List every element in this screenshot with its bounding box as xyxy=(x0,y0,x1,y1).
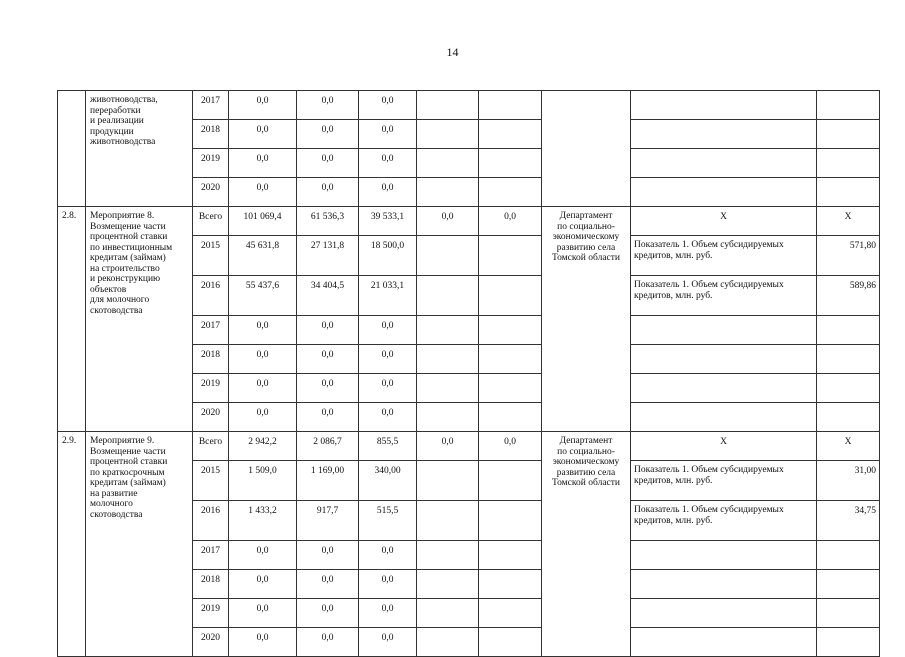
table-row xyxy=(58,432,880,461)
value-cell: 55 437,6 xyxy=(229,276,297,316)
table-row xyxy=(58,91,880,120)
indicator-cell xyxy=(631,628,817,657)
indicator-cell: Х xyxy=(631,207,817,236)
year-cell: 2020 xyxy=(193,403,229,432)
value-cell xyxy=(417,120,479,149)
value-cell xyxy=(479,345,542,374)
indicator-value-cell xyxy=(817,570,880,599)
indicator-cell xyxy=(631,345,817,374)
value-cell: 0,0 xyxy=(359,403,417,432)
value-cell: 0,0 xyxy=(297,178,359,207)
value-cell xyxy=(417,91,479,120)
measure-number: 2.8. xyxy=(58,207,86,432)
value-cell xyxy=(417,461,479,501)
indicator-cell: Показатель 1. Объем субсидируемых кредитов, млн. руб. xyxy=(631,236,817,276)
indicator-value-cell xyxy=(817,599,880,628)
indicator-cell: Показатель 1. Объем субсидируемых кредитов, млн. руб. xyxy=(631,501,817,541)
value-cell: 0,0 xyxy=(297,403,359,432)
value-cell xyxy=(417,316,479,345)
value-cell xyxy=(479,570,542,599)
value-cell xyxy=(417,236,479,276)
indicator-value-cell xyxy=(817,120,880,149)
indicator-cell xyxy=(631,541,817,570)
indicator-value-cell xyxy=(817,149,880,178)
table-row xyxy=(58,207,880,236)
value-cell: 0,0 xyxy=(229,91,297,120)
measure-name: животноводства, переработки и реализации продукции животноводства xyxy=(86,91,193,207)
value-cell: 21 033,1 xyxy=(359,276,417,316)
value-cell: 101 069,4 xyxy=(229,207,297,236)
value-cell: 0,0 xyxy=(359,149,417,178)
indicator-value-cell xyxy=(817,403,880,432)
year-cell: 2020 xyxy=(193,628,229,657)
year-cell: 2019 xyxy=(193,374,229,403)
indicator-cell xyxy=(631,570,817,599)
value-cell: 61 536,3 xyxy=(297,207,359,236)
indicator-value-cell xyxy=(817,628,880,657)
indicator-value-cell: 589,86 xyxy=(817,276,880,316)
indicator-value-cell xyxy=(817,374,880,403)
value-cell: 0,0 xyxy=(359,316,417,345)
indicator-value-cell: 34,75 xyxy=(817,501,880,541)
value-cell xyxy=(479,628,542,657)
value-cell: 0,0 xyxy=(479,207,542,236)
value-cell: 0,0 xyxy=(359,541,417,570)
value-cell xyxy=(417,345,479,374)
indicator-cell xyxy=(631,120,817,149)
indicator-value-cell: 31,00 xyxy=(817,461,880,501)
value-cell: 0,0 xyxy=(297,374,359,403)
value-cell: 45 631,8 xyxy=(229,236,297,276)
value-cell xyxy=(417,599,479,628)
value-cell: 0,0 xyxy=(229,374,297,403)
value-cell xyxy=(417,178,479,207)
year-cell: 2016 xyxy=(193,276,229,316)
value-cell xyxy=(417,149,479,178)
indicator-value-cell: Х xyxy=(817,432,880,461)
year-cell: 2018 xyxy=(193,120,229,149)
value-cell: 0,0 xyxy=(359,120,417,149)
value-cell xyxy=(479,91,542,120)
value-cell: 0,0 xyxy=(359,570,417,599)
row-number-cell xyxy=(58,91,86,207)
indicator-cell xyxy=(631,178,817,207)
value-cell: 340,00 xyxy=(359,461,417,501)
value-cell xyxy=(417,570,479,599)
value-cell xyxy=(417,403,479,432)
indicator-cell: Показатель 1. Объем субсидируемых кредитов, млн. руб. xyxy=(631,276,817,316)
year-cell: 2015 xyxy=(193,461,229,501)
indicator-cell: Х xyxy=(631,432,817,461)
program-table xyxy=(57,90,880,657)
value-cell: 0,0 xyxy=(297,570,359,599)
year-cell: 2020 xyxy=(193,178,229,207)
value-cell xyxy=(479,501,542,541)
indicator-cell xyxy=(631,403,817,432)
department-cell xyxy=(542,91,631,207)
value-cell xyxy=(417,628,479,657)
value-cell: 0,0 xyxy=(229,570,297,599)
value-cell: 0,0 xyxy=(359,178,417,207)
value-cell: 515,5 xyxy=(359,501,417,541)
value-cell xyxy=(479,178,542,207)
indicator-cell xyxy=(631,91,817,120)
value-cell: 2 086,7 xyxy=(297,432,359,461)
indicator-value-cell xyxy=(817,345,880,374)
value-cell: 0,0 xyxy=(297,120,359,149)
value-cell: 0,0 xyxy=(359,345,417,374)
value-cell: 0,0 xyxy=(297,628,359,657)
value-cell xyxy=(479,541,542,570)
value-cell: 855,5 xyxy=(359,432,417,461)
indicator-cell xyxy=(631,599,817,628)
value-cell xyxy=(417,276,479,316)
value-cell xyxy=(479,374,542,403)
value-cell xyxy=(417,374,479,403)
year-cell: Всего xyxy=(193,207,229,236)
year-cell: 2016 xyxy=(193,501,229,541)
value-cell: 0,0 xyxy=(297,91,359,120)
value-cell: 0,0 xyxy=(417,432,479,461)
value-cell: 2 942,2 xyxy=(229,432,297,461)
value-cell: 0,0 xyxy=(229,120,297,149)
value-cell: 0,0 xyxy=(297,316,359,345)
value-cell: 0,0 xyxy=(297,599,359,628)
value-cell: 0,0 xyxy=(229,628,297,657)
year-cell: Всего xyxy=(193,432,229,461)
value-cell: 27 131,8 xyxy=(297,236,359,276)
value-cell: 0,0 xyxy=(297,345,359,374)
value-cell xyxy=(479,276,542,316)
indicator-cell xyxy=(631,316,817,345)
value-cell: 0,0 xyxy=(359,628,417,657)
indicator-value-cell xyxy=(817,178,880,207)
value-cell: 0,0 xyxy=(359,374,417,403)
indicator-value-cell: Х xyxy=(817,207,880,236)
indicator-cell xyxy=(631,374,817,403)
measure-number: 2.9. xyxy=(58,432,86,657)
value-cell: 0,0 xyxy=(229,316,297,345)
value-cell: 1 509,0 xyxy=(229,461,297,501)
year-cell: 2018 xyxy=(193,570,229,599)
year-cell: 2018 xyxy=(193,345,229,374)
value-cell xyxy=(417,501,479,541)
value-cell: 0,0 xyxy=(359,91,417,120)
value-cell: 917,7 xyxy=(297,501,359,541)
value-cell: 0,0 xyxy=(479,432,542,461)
indicator-cell xyxy=(631,149,817,178)
value-cell: 0,0 xyxy=(229,149,297,178)
value-cell: 0,0 xyxy=(297,541,359,570)
measure-name: Мероприятие 9. Возмещение части процентной ставки по краткосрочным кредитам (займам) на развитие молочного скотоводства xyxy=(86,432,193,657)
year-cell: 2017 xyxy=(193,316,229,345)
value-cell: 1 433,2 xyxy=(229,501,297,541)
department-cell: Департамент по социально- экономическому развитию села Томской области xyxy=(542,207,631,432)
value-cell xyxy=(479,403,542,432)
indicator-value-cell xyxy=(817,541,880,570)
value-cell: 0,0 xyxy=(229,178,297,207)
value-cell xyxy=(479,149,542,178)
value-cell: 39 533,1 xyxy=(359,207,417,236)
year-cell: 2019 xyxy=(193,599,229,628)
value-cell: 0,0 xyxy=(417,207,479,236)
value-cell xyxy=(417,541,479,570)
value-cell: 0,0 xyxy=(229,403,297,432)
value-cell: 18 500,0 xyxy=(359,236,417,276)
indicator-cell: Показатель 1. Объем субсидируемых кредитов, млн. руб. xyxy=(631,461,817,501)
value-cell: 1 169,00 xyxy=(297,461,359,501)
measure-name: Мероприятие 8. Возмещение части процентной ставки по инвестиционным кредитам (займам) на строительство и реконструкцию объектов для молочного скотоводства xyxy=(86,207,193,432)
value-cell: 0,0 xyxy=(229,345,297,374)
year-cell: 2017 xyxy=(193,541,229,570)
year-cell: 2019 xyxy=(193,149,229,178)
indicator-value-cell: 571,80 xyxy=(817,236,880,276)
value-cell xyxy=(479,599,542,628)
value-cell xyxy=(479,236,542,276)
value-cell xyxy=(479,461,542,501)
value-cell: 0,0 xyxy=(229,599,297,628)
indicator-value-cell xyxy=(817,316,880,345)
year-cell: 2017 xyxy=(193,91,229,120)
year-cell: 2015 xyxy=(193,236,229,276)
value-cell: 0,0 xyxy=(229,541,297,570)
value-cell xyxy=(479,120,542,149)
value-cell xyxy=(479,316,542,345)
page-number: 14 xyxy=(446,45,459,59)
department-cell: Департамент по социально- экономическому развитию села Томской области xyxy=(542,432,631,657)
indicator-value-cell xyxy=(817,91,880,120)
value-cell: 0,0 xyxy=(297,149,359,178)
value-cell: 34 404,5 xyxy=(297,276,359,316)
value-cell: 0,0 xyxy=(359,599,417,628)
